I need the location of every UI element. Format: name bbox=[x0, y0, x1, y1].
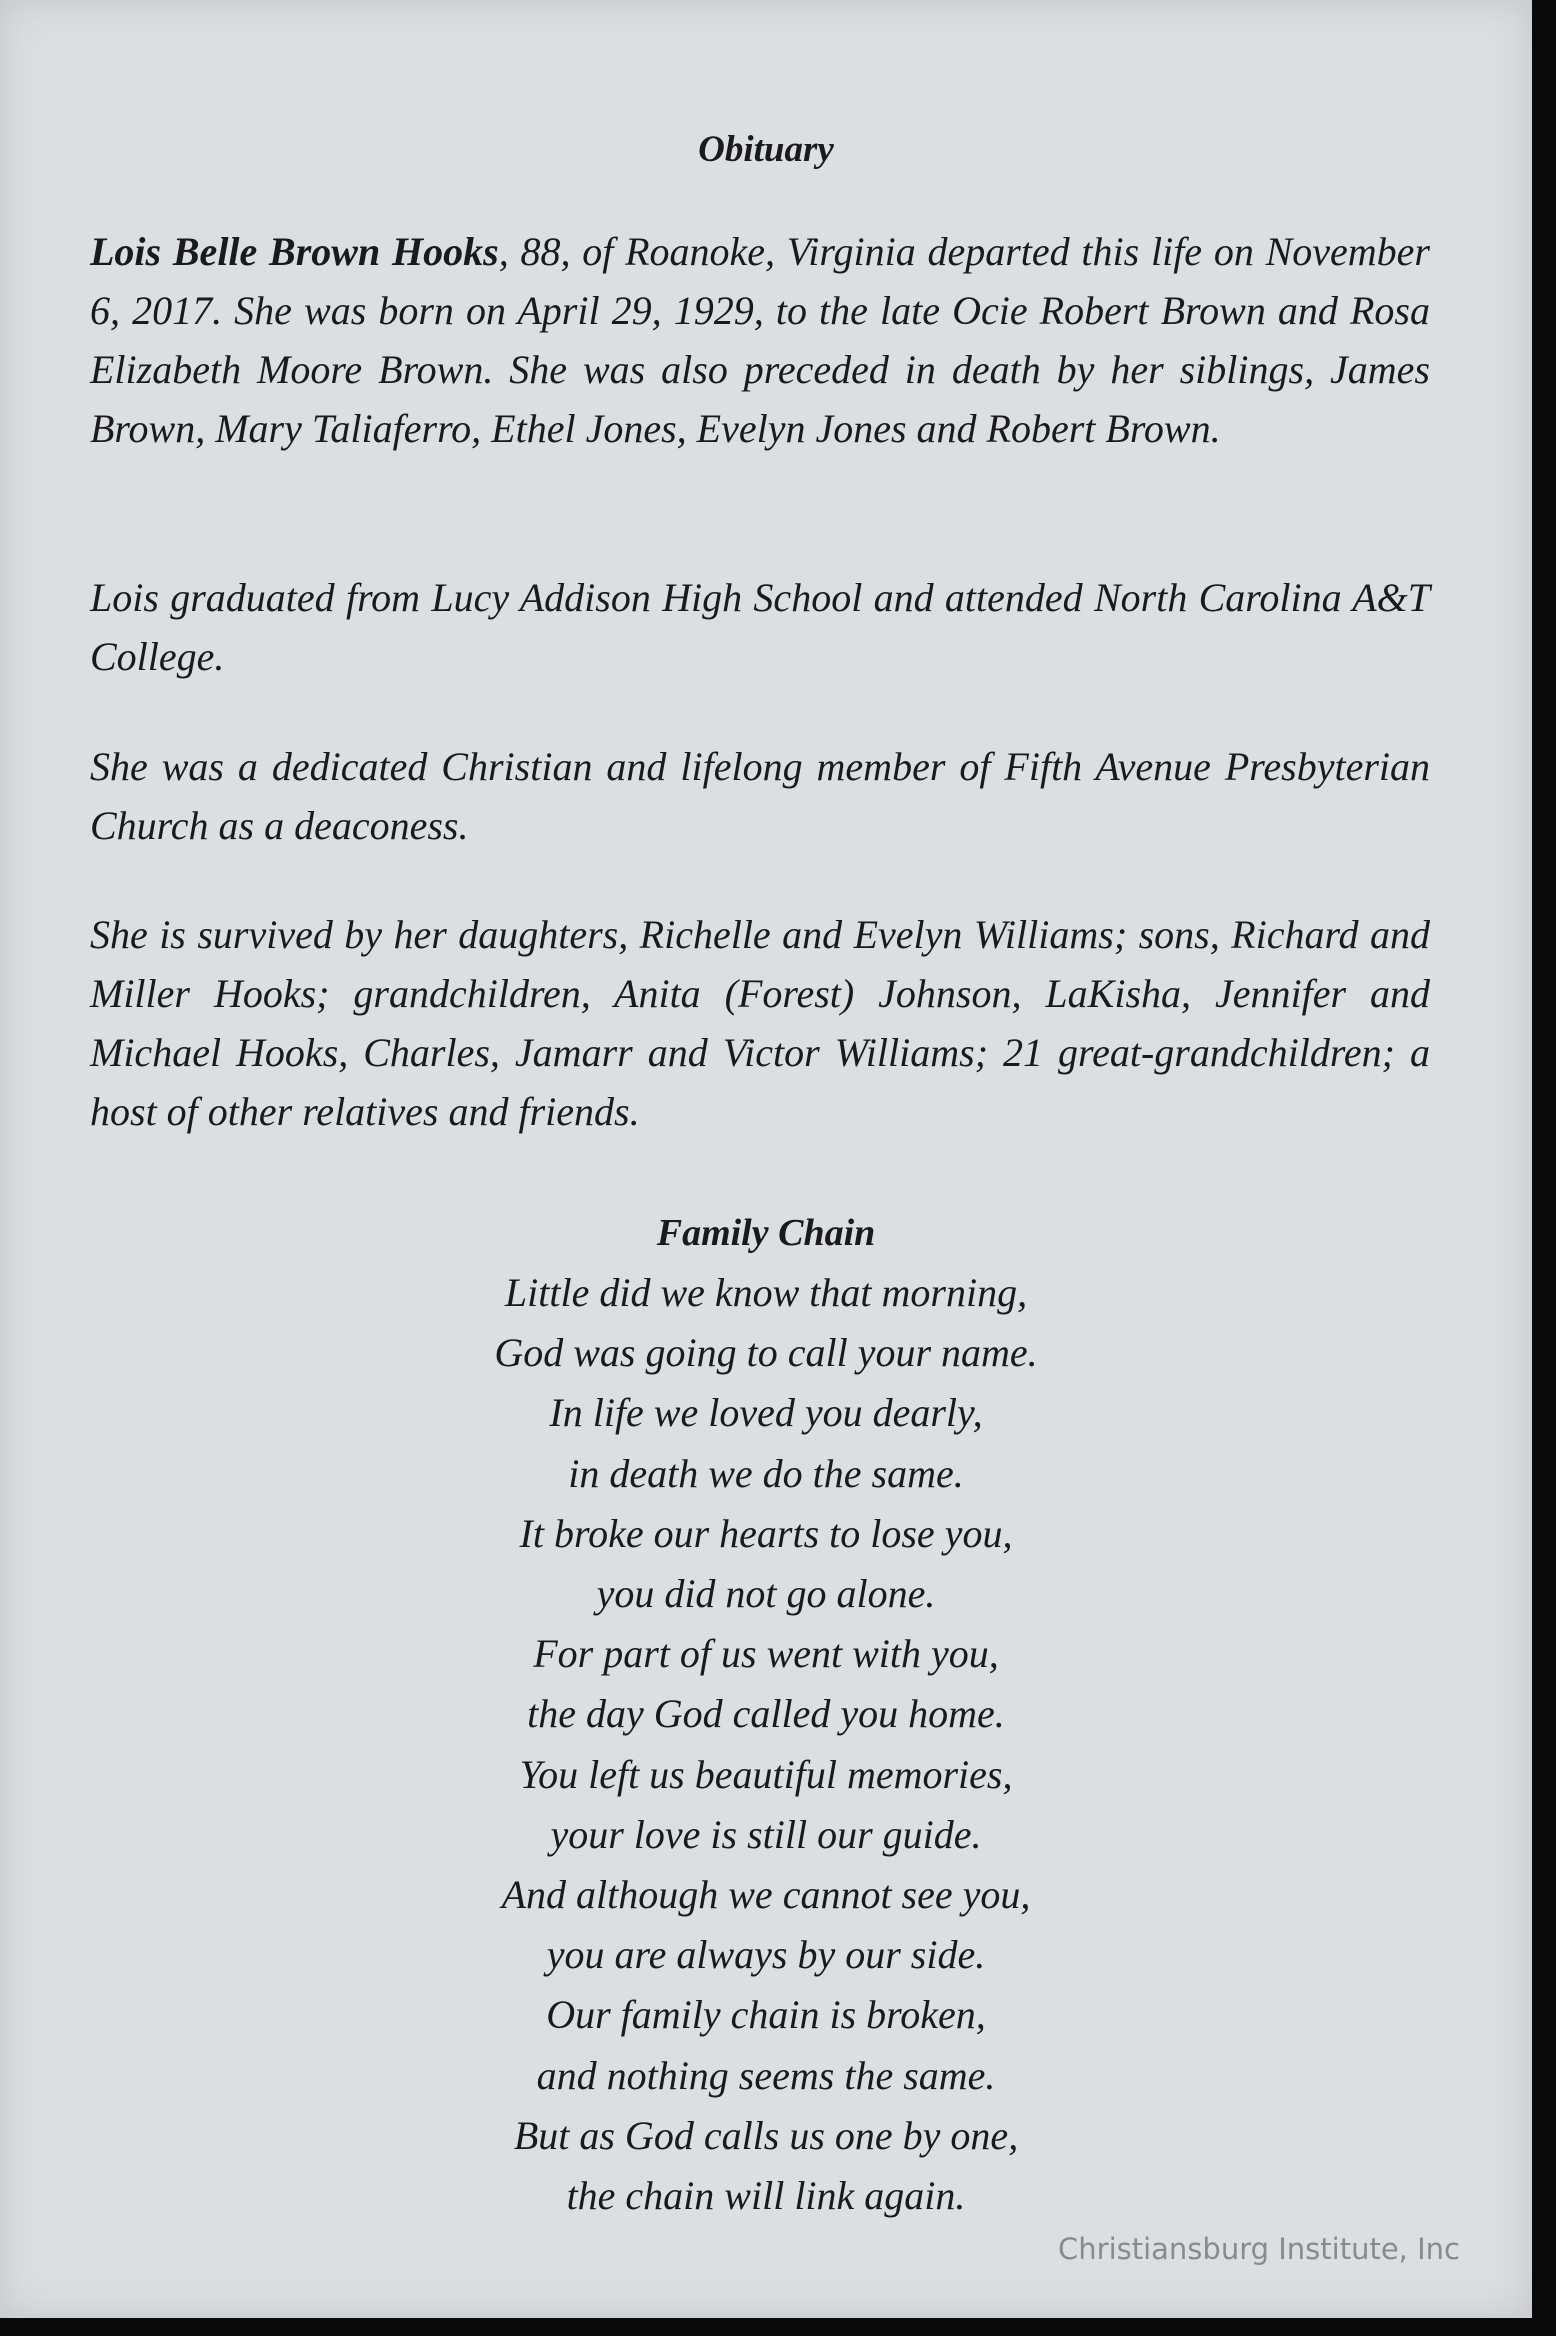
poem-line: you are always by our side. bbox=[546, 1932, 986, 1978]
document-title: Obituary bbox=[698, 129, 834, 170]
paragraph-survivors: She is survived by her daughters, Richelle and Evelyn Williams; sons, Richard and Miller Hooks; grandchildren, Anita (Forest) Johnson, LaKisha, Jennifer and Michael Hooks, Charles, Jamarr and Victor Williams; 21 great-grandchildren; a host of other relatives and friends. bbox=[90, 912, 1430, 1134]
poem-line: you did not go alone. bbox=[596, 1571, 936, 1617]
poem-title: Family Chain bbox=[656, 1212, 876, 1254]
poem-line: and nothing seems the same. bbox=[536, 2052, 996, 2098]
paragraph-intro bbox=[90, 222, 1430, 458]
poem-line: You left us beautiful memories, bbox=[519, 1751, 1013, 1797]
poem-line: the chain will link again. bbox=[566, 2173, 966, 2219]
deceased-name: Lois Belle Brown Hooks bbox=[90, 229, 499, 274]
paragraph-education: Lois graduated from Lucy Addison High School and attended North Carolina A&T College. bbox=[90, 575, 1430, 679]
paragraph-church: She was a dedicated Christian and lifelong member of Fifth Avenue Presbyterian Church as a deaconess. bbox=[90, 744, 1430, 848]
poem-line: in death we do the same. bbox=[568, 1450, 964, 1496]
poem-line: God was going to call your name. bbox=[494, 1330, 1038, 1376]
poem-line: And although we cannot see you, bbox=[501, 1872, 1031, 1918]
poem-line: It broke our hearts to lose you, bbox=[519, 1510, 1013, 1556]
poem-line: your love is still our guide. bbox=[550, 1811, 982, 1857]
poem-line: the day God called you home. bbox=[527, 1691, 1005, 1737]
watermark: Christiansburg Institute, Inc bbox=[1058, 2232, 1460, 2266]
poem-line: In life we loved you dearly, bbox=[549, 1390, 983, 1436]
poem-line: But as God calls us one by one, bbox=[513, 2112, 1019, 2158]
poem-line: Little did we know that morning, bbox=[504, 1270, 1028, 1315]
poem-line: For part of us went with you, bbox=[533, 1631, 999, 1677]
intro-text: , 88, of Roanoke, Virginia departed this life on November 6, 2017. She was born on April 29, 1929, to the late Ocie Robert Brown and Rosa Elizabeth Moore Brown. She was also preceded in death by her siblings, James Brown, Mary Taliaferro, Ethel Jones, Evelyn Jones and Robert Brown. bbox=[90, 229, 1430, 451]
poem bbox=[0, 1203, 1532, 2226]
poem-line: Our family chain is broken, bbox=[546, 1992, 986, 2038]
